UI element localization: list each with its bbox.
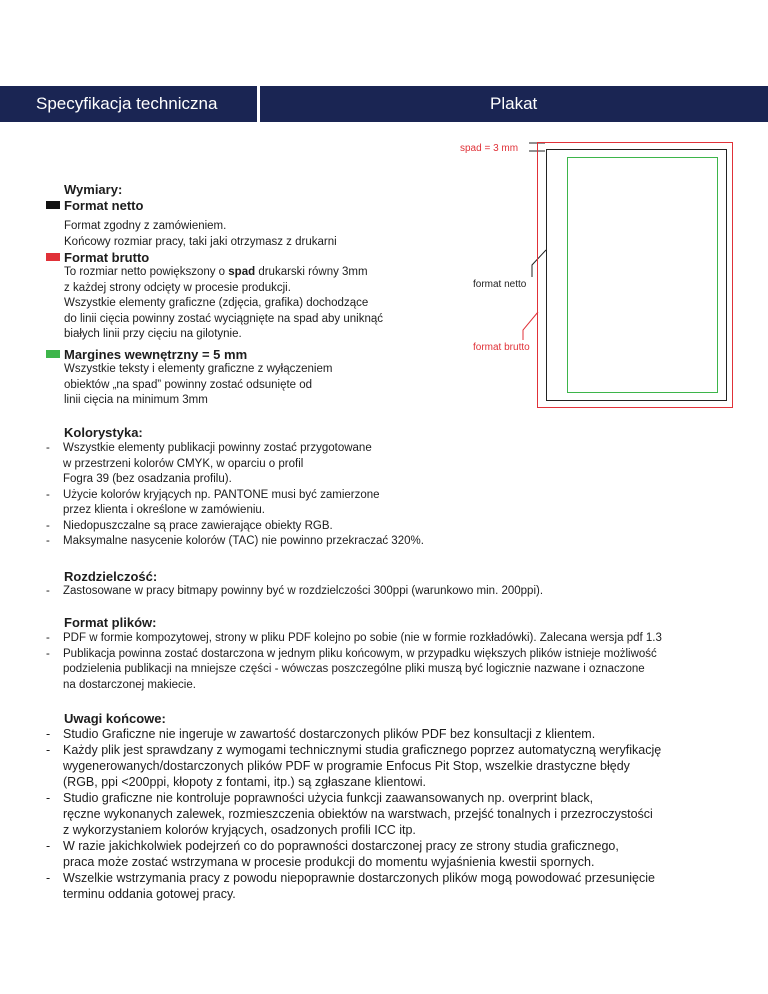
list-item: - Każdy plik jest sprawdzany z wymogami technicznymi studia graficznego poprzez automatyczną weryfikację wygenerowanych/dostarczonych plików PDF w programie Enfocus Pit Stop, wszelkie drastyczne błędy (RGB, ppi <200ppi, kłopoty z fontami, itp.) są zgłaszane klientowi.	[46, 742, 661, 790]
margin-title: Margines wewnętrzny = 5 mm	[64, 347, 248, 362]
list-item: - Maksymalne nasycenie kolorów (TAC) nie powinno przekraczać 320%.	[46, 534, 424, 550]
brutto-desc: To rozmiar netto powiększony o spad drukarski równy 3mm z każdej strony odcięty w procesie produkcji. Wszystkie elementy graficzne (zdjęcia, grafika) dochodzące do linii cięcia powinny zostać wyciągnięte na spad aby uniknąć białych linii przy cięciu na gilotynie.	[64, 266, 383, 340]
color-heading: Kolorystyka:	[64, 425, 143, 440]
file-format-list	[46, 631, 662, 693]
list-item: - Wszystkie elementy publikacji powinny zostać przygotowane w przestrzeni kolorów CMYK, w oparciu o profil Fogra 39 (bez osadzania profilu).	[46, 441, 424, 488]
list-item: - Zastosowane w pracy bitmapy powinny być w rozdzielczości 300ppi (warunkowo min. 200ppi).	[46, 584, 543, 600]
product-title: Plakat	[490, 94, 538, 113]
list-item: - Użycie kolorów kryjących np. PANTONE musi być zamierzone przez klienta i określone w zamówieniu.	[46, 488, 424, 519]
margin-frame	[567, 157, 718, 393]
netto-title: Format netto	[64, 198, 144, 213]
list-item: - Niedopuszczalne są prace zawierające obiekty RGB.	[46, 519, 424, 535]
resolution-list	[46, 584, 543, 600]
resolution-heading: Rozdzielczość:	[64, 569, 158, 584]
list-item: - W razie jakichkolwiek podejrzeń co do poprawności dostarczonej pracy ze strony studia graficznego, praca może zostać wstrzymana w procesie produkcji do momentu wyjaśnienia kwestii spornych.	[46, 838, 661, 870]
brutto-title: Format brutto	[64, 250, 150, 265]
list-item: - Publikacja powinna zostać dostarczona w jednym pliku końcowym, w przypadku większych plików istnieje możliwość podzielenia publikacji na mniejsze części - wówczas poszczególne pliki muszą być logicznie nazwane i oznaczone na dostarczonej makiecie.	[46, 647, 662, 694]
brutto-label: format brutto	[473, 342, 530, 353]
red-swatch	[46, 253, 60, 261]
list-item: - Wszelkie wstrzymania pracy z powodu niepoprawnie dostarczonych plików mogą powodować przesunięcie terminu oddania gotowej pracy.	[46, 870, 661, 902]
margin-desc: Wszystkie teksty i elementy graficzne z wyłączeniem obiektów „na spad” powinny zostać odsunięte od linii cięcia na minimum 3mm	[64, 363, 333, 406]
list-item: - Studio Graficzne nie ingeruje w zawartość dostarczonych plików PDF bez konsultacji z klientem.	[46, 726, 661, 742]
section-title: Specyfikacja techniczna	[36, 94, 218, 113]
green-swatch	[46, 350, 60, 358]
list-item: - Studio graficzne nie kontroluje poprawności użycia funkcji zaawansowanych np. overprint black, ręczne wykonanych zalewek, rozmieszczenia obiektów na warstwach, przejść tonalnych i przezroczystości z wykorzystaniem kolorów kryjących, osadzonych profili ICC itp.	[46, 790, 661, 838]
color-list	[46, 441, 424, 550]
list-item: - PDF w formie kompozytowej, strony w pliku PDF kolejno po sobie (nie w formie rozkładówki). Zalecana wersja pdf 1.3	[46, 631, 662, 647]
black-swatch	[46, 201, 60, 209]
dimensions-heading: Wymiary:	[64, 182, 123, 197]
netto-desc: Format zgodny z zamówieniem. Końcowy rozmiar pracy, taki jaki otrzymasz z drukarni	[64, 220, 337, 248]
final-notes-heading: Uwagi końcowe:	[64, 711, 166, 726]
file-format-heading: Format plików:	[64, 615, 157, 630]
final-notes-list	[46, 726, 661, 902]
netto-label: format netto	[473, 279, 527, 290]
bleed-label: spad = 3 mm	[460, 143, 519, 154]
